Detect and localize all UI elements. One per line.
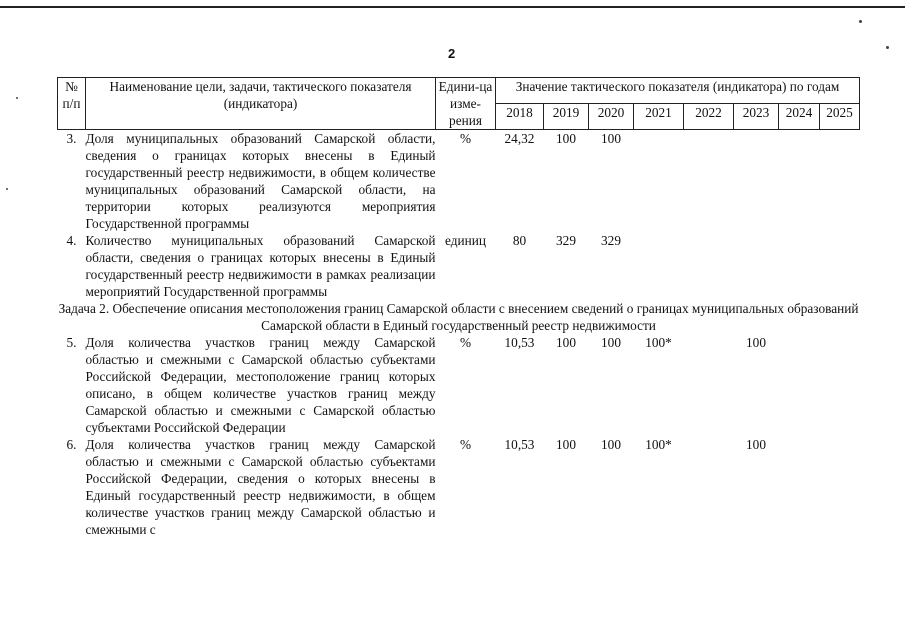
row-value	[734, 232, 779, 300]
header-num: № п/п	[58, 78, 86, 130]
task-row	[58, 300, 860, 334]
scan-speck	[16, 97, 18, 99]
row-value: 100*	[645, 335, 672, 350]
row-value: 100	[556, 437, 576, 452]
row-num: 3.	[66, 131, 77, 146]
table-row	[58, 436, 860, 538]
row-value: 100	[556, 131, 576, 146]
scan-speck	[6, 188, 8, 190]
scan-speck	[886, 46, 889, 49]
header-name: Наименование цели, задачи, тактического показателя (индикатора)	[86, 78, 436, 130]
row-value	[779, 334, 820, 436]
row-value: 100	[556, 335, 576, 350]
row-value: 329	[556, 233, 576, 248]
header-year: 2023	[734, 104, 779, 130]
table-row	[58, 130, 860, 233]
row-value: 10,53	[504, 335, 535, 350]
header-unit: Едини-ца изме-рения	[436, 78, 496, 130]
row-value: 329	[601, 233, 621, 248]
row-num: 5.	[66, 335, 77, 350]
header-year: 2024	[779, 104, 820, 130]
page-number: 2	[448, 46, 456, 61]
row-value: 80	[512, 233, 527, 248]
header-year: 2025	[820, 104, 860, 130]
row-value	[684, 130, 734, 233]
row-unit: %	[459, 335, 472, 350]
header-year: 2022	[684, 104, 734, 130]
row-value	[684, 436, 734, 538]
row-value	[634, 130, 684, 233]
row-value	[684, 334, 734, 436]
row-value	[820, 232, 860, 300]
row-num: 6.	[66, 437, 77, 452]
header-year: 2018	[496, 104, 544, 130]
task-heading: Задача 2. Обеспечение описания местоположения границ Самарской области с внесением сведений о границах муниципальных образований Самарской области в Единый государственный реестр недвижимости	[58, 301, 859, 333]
row-name: Доля количества участков границ между Самарской областью и смежными с Самарской областью субъектами Российской Федерации, местоположение границ которых описано, в общем количестве участков границ между Самарской областью и смежными с Самарской областью субъектами Российской Федерации	[85, 335, 436, 435]
row-value	[779, 232, 820, 300]
row-value	[684, 232, 734, 300]
row-value: 100*	[645, 437, 672, 452]
row-value: 100	[601, 131, 621, 146]
row-value: 100	[601, 437, 621, 452]
table-row	[58, 334, 860, 436]
row-value: 24,32	[504, 131, 535, 146]
row-name: Количество муниципальных образований Самарской области, сведения о границах которых внесены в Единый государственный реестр недвижимости в рамках реализации мероприятий Государственной программы	[85, 233, 436, 299]
row-value: 100	[601, 335, 621, 350]
row-unit: %	[459, 131, 472, 146]
header-year: 2020	[589, 104, 634, 130]
row-value: 100	[746, 335, 766, 350]
row-value	[634, 232, 684, 300]
row-value	[820, 436, 860, 538]
header-row	[58, 78, 860, 104]
top-rule	[0, 6, 905, 8]
indicator-table-container	[57, 77, 859, 538]
header-values: Значение тактического показателя (индикатора) по годам	[496, 78, 860, 104]
row-name: Доля количества участков границ между Самарской областью и смежными с Самарской областью субъектами Российской Федерации, сведения о которых внесены в Единый государственный реестр недвижимости, в общем количестве участков границ между Самарской областью и смежными с	[85, 437, 436, 537]
row-value	[820, 130, 860, 233]
indicator-table	[57, 77, 860, 538]
row-value	[820, 334, 860, 436]
header-year: 2019	[544, 104, 589, 130]
row-name: Доля муниципальных образований Самарской области, сведения о границах которых внесены в Единый государственный реестр недвижимости, в общем количестве муниципальных образований Самарской области, на территории которых реализуются мероприятия Государственной программы	[85, 131, 436, 231]
row-value: 10,53	[504, 437, 535, 452]
row-value: 100	[746, 437, 766, 452]
row-unit: единиц	[445, 233, 486, 248]
table-row	[58, 232, 860, 300]
scan-speck	[859, 20, 862, 23]
row-value	[779, 436, 820, 538]
row-value	[734, 130, 779, 233]
row-value	[779, 130, 820, 233]
header-year: 2021	[634, 104, 684, 130]
row-unit: %	[459, 437, 472, 452]
row-num: 4.	[66, 233, 77, 248]
